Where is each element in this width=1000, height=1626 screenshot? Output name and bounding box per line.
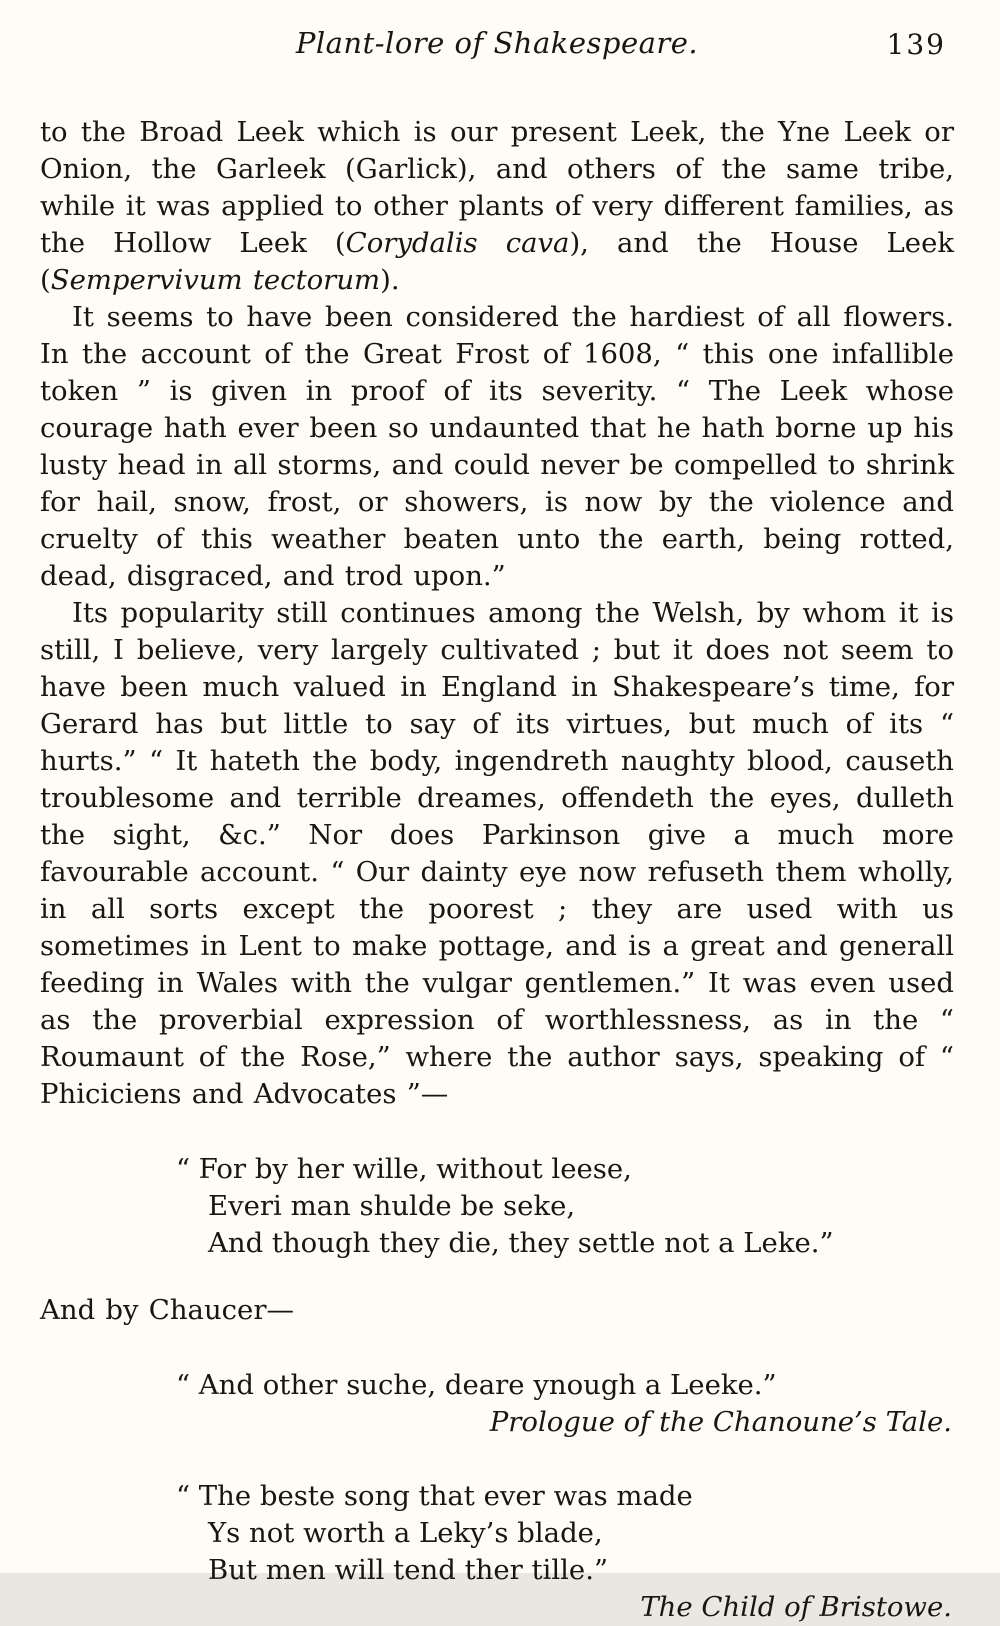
verse-line: But men will tend ther tille.” [208, 1554, 608, 1587]
verse-quotation [176, 1367, 954, 1441]
paragraph [40, 595, 954, 1113]
page-number: 139 [886, 28, 946, 61]
text-run: ), and the House Leek ( [40, 226, 955, 296]
paragraph [40, 114, 954, 299]
verse-line: “ And other suche, deare ynough a Leeke.” [176, 1368, 777, 1401]
text-run: It seems to have been considered the hardiest of all flowers. In the account of the Great Frost of 1608, “ this one infallible token ” is given in proof of its severity. “ The Leek whose courage hath ever been so undaunted that he hath borne up his lusty head in all storms, and could never be compelled to shrink for hail, snow, frost, or showers, is now by the violence and cruelty of this weather beaten unto the earth, being rotted, dead, disgraced, and trod upon.” [40, 300, 954, 592]
paragraph [40, 1292, 954, 1329]
verse-line: “ For by her wille, without leese, [176, 1152, 632, 1185]
paragraph [40, 299, 954, 595]
verse-quotation [176, 1151, 954, 1262]
text-run: Its popularity still continues among the Welsh, by whom it is still, I believe, very largely cultivated ; but it does not seem to have been much valued in England in Shakespeare’s time, for Gerard has but little to say of its virtues, but much of its “ hurts.” “ It hateth the body, ingendreth naughty blood, causeth troublesome and terrible dreames, offendeth the eyes, dulleth the sight, &c.” Nor does Parkinson give a much more favourable account. “ Our dainty eye now refuseth them wholly, in all sorts except the poorest ; they are used with us sometimes in Lent to make pottage, and is a great and generall feeding in Wales with the vulgar gentlemen.” It was even used as the proverbial expression of worthlessness, as in the “ Roumaunt of the Rose,” where the author says, speaking of “ Phiciciens and Advocates ”— [40, 596, 954, 1110]
text-run: to the Broad Leek which is our present Leek, the Yne Leek or Onion, the Garleek (Garlick), and others of the same tribe, while it was applied to other plants of very different families, as the Hollow Leek ( [40, 116, 954, 259]
page-body [40, 114, 954, 1626]
verse-line: Everi man shulde be seke, [208, 1189, 576, 1222]
verse-line: And though they die, they settle not a Leke.” [208, 1226, 834, 1259]
text-run: ). [380, 263, 400, 296]
verse-attribution: Prologue of the Chanoune’s Tale. [489, 1405, 952, 1438]
page-title: Plant-lore of Shakespeare. [295, 26, 699, 60]
italic-phrase: Sempervivum tectorum [50, 263, 381, 296]
page-header [40, 26, 954, 70]
italic-phrase: Corydalis cava [345, 226, 570, 259]
verse-line: “ The beste song that ever was made [176, 1480, 693, 1513]
verse-attribution: The Child of Bristowe. [640, 1591, 952, 1624]
verse-line: Ys not worth a Leky’s blade, [208, 1517, 603, 1550]
text-run: And by Chaucer— [40, 1293, 294, 1326]
verse-quotation [176, 1478, 954, 1626]
